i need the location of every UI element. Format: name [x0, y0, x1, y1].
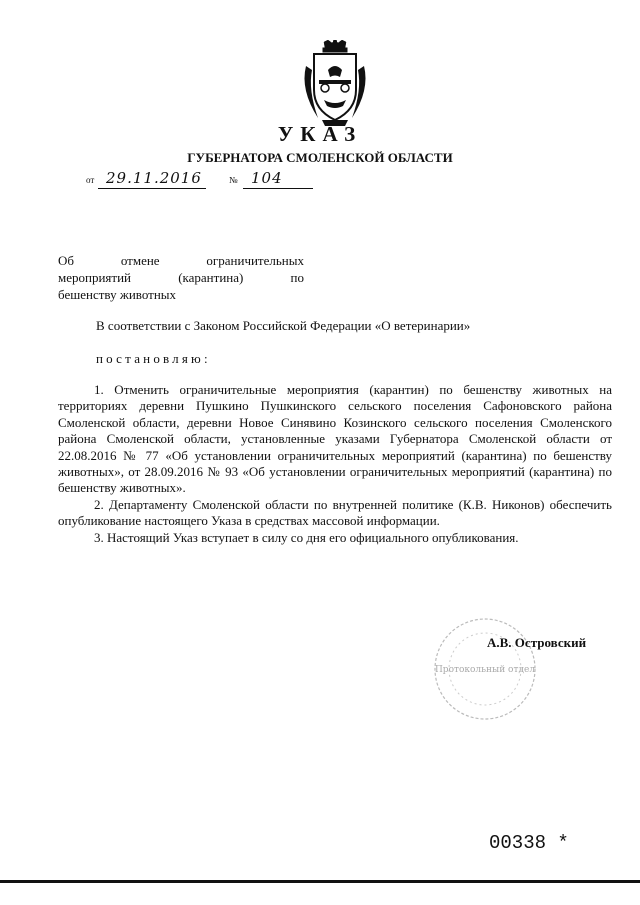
paragraph: 1. Отменить ограничительные мероприятия (карантин) по бешенству животных на территориях деревни Пушкино Пушкинского сельского поселения Сафоновского района Смоленской области, деревни Новое Синявино Козинского сельского поселения Смоленского района Смоленской области, установленные указами Губернатора Смоленской области от 22.08.2016 № 77 «Об установлении ограничительных мероприятий (карантина) по бешенству животных», от 28.09.2016 № 93 «Об установлении ограничительных мероприятий (карантина) по бешенству животных». [58, 382, 612, 496]
number-prefix: № [229, 175, 238, 185]
date-prefix: от [86, 175, 95, 185]
paragraph: 2. Департаменту Смоленской области по внутренней политике (К.В. Никонов) обеспечить опубликование настоящего Указа в средствах массовой информации. [58, 496, 612, 529]
date-underline [98, 188, 206, 189]
coat-of-arms-emblem [298, 40, 372, 126]
decree-body [58, 382, 612, 546]
paragraph: 3. Настоящий Указ вступает в силу со дня его официального опубликования. [94, 529, 519, 545]
subject-line: мероприятий (карантина) по [58, 270, 304, 285]
signer-name: А.В. Островский [487, 635, 587, 650]
date-value: 29.11.2016 [106, 169, 202, 187]
number-value: 104 [251, 169, 283, 187]
decree-subject [58, 252, 304, 303]
date-number-line [86, 171, 326, 191]
document-title: УКАЗ [277, 122, 363, 146]
subject-line: Об отмене ограничительных [58, 253, 304, 268]
subject-line: бешенству животных [58, 287, 177, 302]
stamp-text: Протокольный отдел [434, 665, 536, 675]
decree-word: постановляю: [96, 351, 211, 366]
preamble: В соответствии с Законом Российской Федерации «О ветеринарии» [96, 318, 471, 333]
document-subtitle: ГУБЕРНАТОРА СМОЛЕНСКОЙ ОБЛАСТИ [187, 150, 453, 165]
document-number: 00338 * [489, 832, 569, 854]
protocol-stamp [430, 614, 540, 724]
bottom-rule [0, 880, 640, 883]
number-underline [243, 188, 313, 189]
